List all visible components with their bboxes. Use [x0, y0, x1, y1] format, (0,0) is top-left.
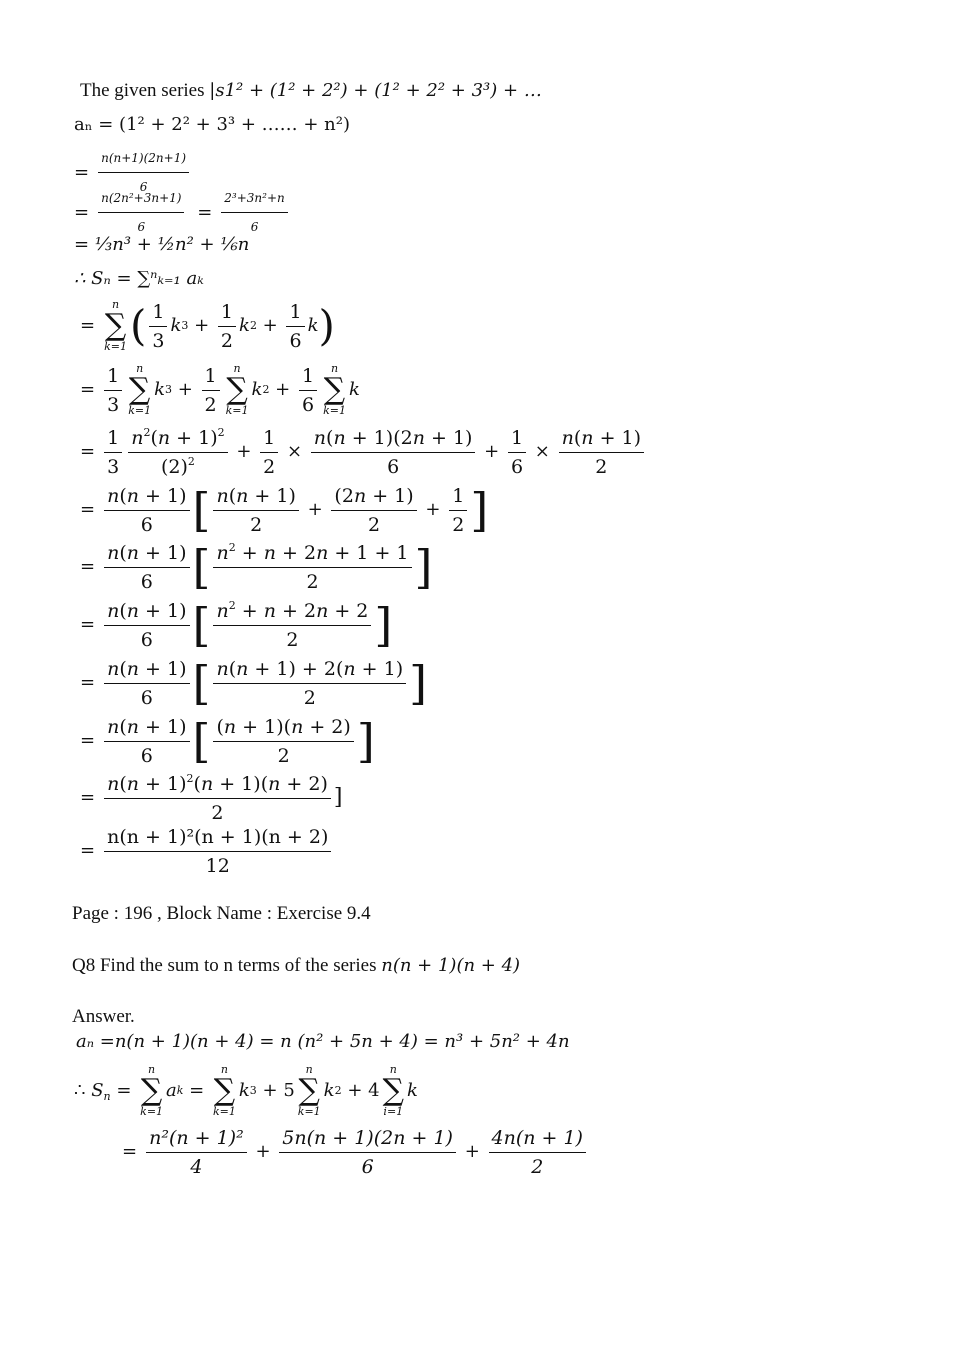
question-label: Q8 Find the sum to n terms of the series — [72, 955, 382, 976]
step-2-fraction-b: $\frac{\text{2³+3n²+n}}{6}$ — [221, 186, 287, 239]
step-11: = $\frac{n(n + 1)}{6}$ [ $\frac{n(n + 1) + 2(n + 1)}{2}$ ] — [80, 656, 428, 710]
question-expr: n(n + 1)(n + 4) — [381, 955, 521, 976]
step-7: = $\frac{1}{3}$ $\frac{n^2(n + 1)^2}{(2)^2}$ + $\frac{1}{2}$ × $\frac{n(n + 1)(2n + 1)}{6}$ + $\frac{1}{6}$ × $\frac{n(n + 1)}{2}$ — [80, 425, 647, 479]
step-1-fraction: $\frac{n(n+1)(2n+1)}{6}$ — [98, 146, 189, 199]
intro-line — [80, 78, 542, 103]
intro-series: |s1² + (1² + 2²) + (1² + 2² + 3³) + … — [209, 80, 542, 101]
answer-label: Answer. — [72, 1006, 135, 1027]
answer-term-3: $\frac{4n(n + 1)}{2}$ — [489, 1126, 586, 1179]
step-9: = $\frac{n(n + 1)}{6}$ [ $\frac{n^2 + n + 2n + 1 + 1}{2}$ ] — [80, 540, 433, 594]
answer-term-1: $\frac{\text{n²(n + 1)²}}{4}$ — [146, 1126, 247, 1179]
answer-an: aₙ =n(n + 1)(n + 4) = n (n² + 5n + 4) = n³ + 5n² + 4n — [76, 1031, 570, 1052]
intro-text: The given series — [80, 80, 210, 101]
answer-sn: ∴ $S_n$ = n ∑ k=1 a k = n ∑ k=1 k 3 + 5 n ∑ k=1 k 2 + 4 n ∑ i=1 k — [74, 1063, 418, 1118]
step-10: = $\frac{n(n + 1)}{6}$ [ $\frac{n^2 + n + 2n + 2}{2}$ ] — [80, 598, 393, 652]
answer-expansion: = $\frac{\text{n²(n + 1)²}}{4}$ + $\frac{5n(n + 1)(2n + 1)}{6}$ + $\frac{4n(n + 1)}{2}$ — [122, 1126, 589, 1178]
step-4: ∴ Sₙ = ∑ⁿₖ₌₁ aₖ — [74, 268, 204, 289]
step-6: = $\frac{1}{3}$ n ∑ k=1 k 3 + $\frac{1}{2}$ n ∑ k=1 k 2 + $\frac{1}{6}$ n ∑ k=1 k — [80, 362, 360, 417]
step-13: = $\frac{n(n + 1)^2(n + 1)(n + 2)}{2}$ ] — [80, 771, 343, 824]
answer-term-2: $\frac{5n(n + 1)(2n + 1)}{6}$ — [279, 1126, 456, 1179]
step-3: = ⅓n³ + ½n² + ⅙n — [74, 234, 250, 255]
step-12: = $\frac{n(n + 1)}{6}$ [ $\frac{(n + 1)(n + 2)}{2}$ ] — [80, 714, 375, 768]
step-final: = $\frac{\text{n(n + 1)²(n + 1)(n + 2)}}{12}$ — [80, 826, 334, 876]
step-8: = $\frac{n(n + 1)}{6}$ [ $\frac{n(n + 1)}{2}$ + $\frac{(2n + 1)}{2}$ + $\frac{1}{2}$ ] — [80, 483, 489, 537]
step-5: = n ∑ k=1 ( $\frac{1}{3}$ k 3 + $\frac{1}{2}$ k 2 + $\frac{1}{6}$ k ) — [80, 298, 335, 353]
an-definition: aₙ = (1² + 2² + 3³ + …… + n²) — [74, 114, 351, 135]
step-2-fraction-a: $\frac{\text{n(2n²+3n+1)}}{6}$ — [98, 186, 184, 239]
step-1: = $\frac{n(n+1)(2n+1)}{6}$ — [74, 146, 192, 199]
final-fraction: $\frac{\text{n(n + 1)²(n + 1)(n + 2)}}{12}$ — [104, 825, 331, 878]
step-2: = $\frac{\text{n(2n²+3n+1)}}{6}$ = $\frac{\text{2³+3n²+n}}{6}$ — [74, 186, 291, 239]
question-line — [72, 953, 520, 978]
page-block-info: Page : 196 , Block Name : Exercise 9.4 — [72, 903, 371, 924]
